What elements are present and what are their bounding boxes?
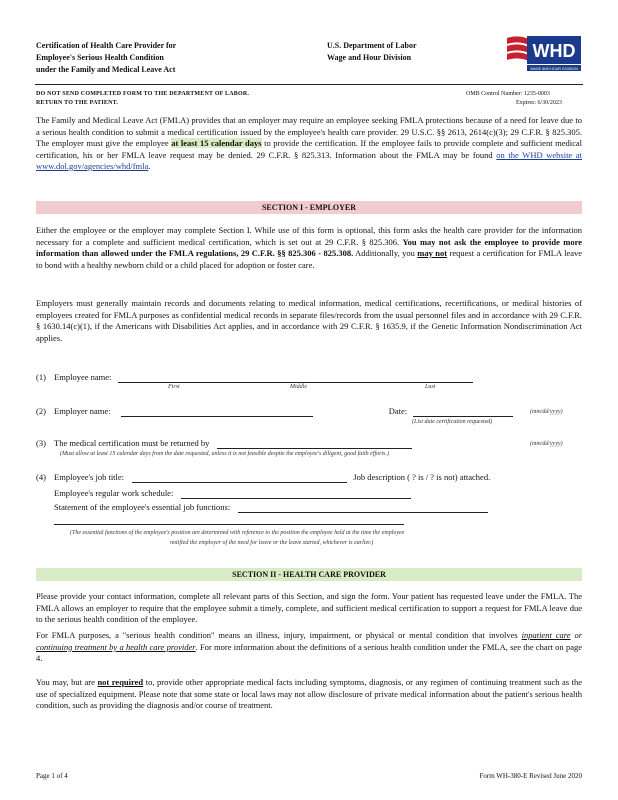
- agency-line2: Wage and Hour Division: [327, 53, 412, 62]
- fifteen-days-highlight: at least 15 calendar days: [171, 138, 262, 148]
- form-revision: Form WH-380-E Revised June 2020: [479, 772, 582, 780]
- header-divider: [35, 84, 583, 85]
- essential-functions-label: Statement of the employee's essential job functions:: [54, 502, 231, 512]
- logo-text: WHD: [532, 41, 576, 61]
- agency-line1: U.S. Department of Labor: [327, 41, 417, 50]
- date-caption: (List date certification requested): [412, 419, 493, 425]
- work-schedule-field[interactable]: [181, 488, 411, 499]
- omb-info: [466, 90, 584, 108]
- employee-name-field[interactable]: [118, 372, 473, 383]
- essential-functions-note-2: notified the employer of the need for leave or the leave started, whichever is earlier.): [170, 540, 374, 546]
- omb-number: 1235-0003: [523, 91, 550, 97]
- section-1-header: SECTION I - EMPLOYER: [36, 201, 582, 214]
- agency-name: [327, 40, 452, 64]
- essential-functions-field-line2[interactable]: [54, 514, 404, 525]
- form-title-line1: Certification of Health Care Provider for: [36, 41, 177, 50]
- date-label: Date:: [388, 406, 408, 416]
- whd-website-link[interactable]: on the WHD website at www.dol.gov/agencies/whd/fmla: [36, 149, 582, 171]
- essential-functions-field[interactable]: [238, 502, 488, 513]
- form-title-line3: under the Family and Medical Leave Act: [36, 65, 176, 74]
- section-1-paragraph-1: Either the employee or the employer may complete Section I. While use of this form is optional, this form asks the health care provider for the information necessary for a complete and sufficient medical certification, which is set out at 29 C.F.R. § 825.306. You may not ask the employee to provide more information than allowed under the FMLA regulations, 29 C.F.R. §§ 825.306 - 825.308. Additionally, you may not request a certification for FMLA leave to bond with a healthy newborn child or a child placed for adoption or foster care.: [36, 225, 582, 270]
- employer-name-row: (2) Employer name: Date:: [36, 406, 582, 417]
- middle-name-caption: Middle: [290, 384, 307, 390]
- employee-name-label: Employee name:: [54, 372, 112, 382]
- expires-label: Expires:: [516, 100, 536, 106]
- job-title-field[interactable]: [132, 472, 347, 483]
- return-date-format-hint: (mm/dd/yyyy): [530, 441, 563, 447]
- notice-line1: DO NOT SEND COMPLETED FORM TO THE DEPARTMENT OF LABOR.: [36, 91, 250, 97]
- last-name-caption: Last: [425, 384, 436, 390]
- job-description-attached[interactable]: Job description ( ? is / ? is not) attached.: [353, 472, 491, 482]
- employer-name-label: Employer name:: [54, 406, 111, 416]
- page-number: Page 1 of 4: [36, 772, 68, 780]
- employer-name-field[interactable]: [121, 406, 313, 417]
- job-title-row: (4) Employee's job title: Job description ( ? is / ? is not) attached.: [36, 472, 491, 482]
- work-schedule-row: [54, 488, 582, 499]
- section-2-header: SECTION II - HEALTH CARE PROVIDER: [36, 568, 582, 581]
- date-format-hint: (mm/dd/yyyy): [530, 409, 563, 415]
- logo-subtext: WAGE AND HOUR DIVISION: [530, 67, 578, 71]
- first-name-caption: First: [168, 384, 180, 390]
- section-2-paragraph-3: You may, but are not required to, provide other appropriate medical facts including symptoms, diagnosis, or any regimen of continuing treatment such as the use of specialized equipment. Please note that some state or local laws may not allow disclosure of private medical information about the patient's serious health condition, such as providing the diagnosis and/or course of treatment.: [36, 677, 583, 710]
- whd-flag-logo-icon: [505, 32, 583, 72]
- return-by-label: The medical certification must be returned by: [54, 438, 210, 448]
- expires-date: 6/30/2023: [537, 100, 562, 106]
- omb-label: OMB Control Number:: [466, 91, 523, 97]
- form-title-line2: Employee's Serious Health Condition: [36, 53, 164, 62]
- essential-functions-row: [54, 502, 582, 513]
- form-title: [36, 40, 286, 76]
- essential-functions-note-1: (The essential functions of the employee's position are determined with reference to the position the employee held at the time the employee: [70, 530, 405, 536]
- section-2-paragraph-1: Please provide your contact information, complete all relevant parts of this Section, and sign the form. Your patient has requested leave under the FMLA. The FMLA allows an employer to require that the employee submit a timely, complete, and sufficient medical certification to support a request for FMLA leave due to the serious health condition of the employee.: [36, 591, 582, 624]
- employee-name-row: (1) Employee name:: [36, 372, 582, 383]
- section-1-paragraph-2: Employers must generally maintain records and documents relating to medical information, medical certifications, recertifications, or medical histories of employees created for FMLA purposes as confidential medical records in separate files/records from the usual personnel files and in accordance with 29 C.F.R. § 1630.14(c)(1), if the Americans with Disabilities Act applies, and in accordance with 29 C.F.R. § 1635.9, if the Genetic Information Nondiscrimination Act applies.: [36, 298, 582, 343]
- notice-line2: RETURN TO THE PATIENT.: [36, 100, 119, 106]
- job-title-label: Employee's job title:: [54, 472, 125, 482]
- return-by-note: (Must allow at least 15 calendar days from the date requested, unless it is not feasible despite the employee's diligent, good faith efforts.): [60, 451, 389, 457]
- work-schedule-label: Employee's regular work schedule:: [54, 488, 174, 498]
- return-notice: [36, 90, 366, 108]
- return-by-row: (3) The medical certification must be returned by: [36, 438, 582, 449]
- intro-paragraph: The Family and Medical Leave Act (FMLA) provides that an employer may require an employee seeking FMLA protections because of a need for leave due to a serious health condition to submit a medical certification issued by the employee's health care provider. 29 U.S.C. §§ 2613, 2614(c)(3); 29 C.F.R. § 825.305. The employer must give the employee at least 15 calendar days to provide the certification. If the employee fails to provide complete and sufficient medical certification, his or her FMLA leave request may be denied. 29 C.F.R. § 825.313. Information about the FMLA may be found on the WHD website at www.dol.gov/agencies/whd/fmla.: [36, 115, 583, 171]
- section-2-paragraph-2: For FMLA purposes, a "serious health condition" means an illness, injury, impairment, or physical or mental condition that involves inpatient care or continuing treatment by a health care provider. For more information about the definitions of a serious health condition under the FMLA, see the chart on page 4.: [36, 630, 583, 663]
- request-date-field[interactable]: [413, 406, 513, 417]
- return-by-date-field[interactable]: [217, 438, 412, 449]
